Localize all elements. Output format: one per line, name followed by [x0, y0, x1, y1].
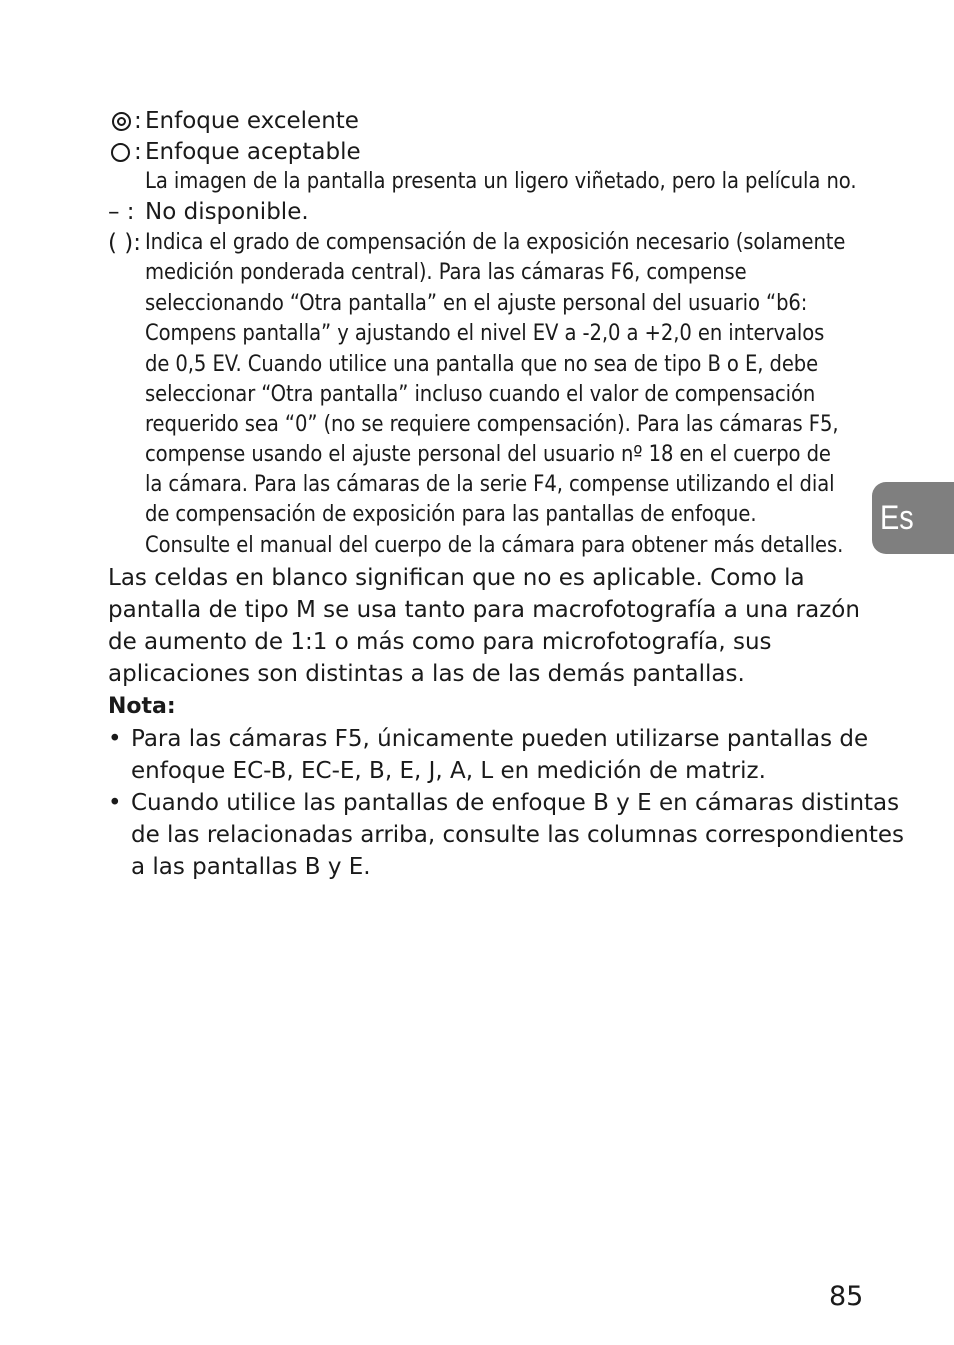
note-item-line: Para las cámaras F5, únicamente pueden utilizarse pantallas de — [131, 726, 869, 752]
legend-parentheses-line: seleccionar “Otra pantalla” incluso cuando el valor de compensación — [145, 382, 816, 407]
legend-parentheses-line: Consulte el manual del cuerpo de la cámara para obtener más detalles. — [145, 533, 844, 558]
legend-parentheses-line: Compens pantalla” y ajustando el nivel EV a -2,0 a +2,0 en intervalos — [145, 321, 825, 346]
circle-icon: : — [108, 137, 144, 167]
paragraph-line: de aumento de 1:1 o más como para microfotografía, sus — [108, 629, 772, 655]
legend-parentheses-line: requerido sea “0” (no se requiere compensación). Para las cámaras F5, — [145, 412, 839, 437]
note-item-line: Cuando utilice las pantallas de enfoque B y E en cámaras distintas — [131, 790, 900, 816]
legend-parentheses-line: compense usando el ajuste personal del usuario nº 18 en el cuerpo de — [145, 442, 831, 467]
note-item-line: de las relacionadas arriba, consulte las columnas correspondientes — [131, 822, 905, 848]
paragraph-line: Las celdas en blanco significan que no es aplicable. Como la — [108, 565, 805, 591]
note-title: Nota: — [108, 694, 176, 719]
dash-symbol: – : — [108, 199, 135, 225]
legend-acceptable-label: Enfoque aceptable — [145, 139, 361, 165]
bullet-icon: • — [108, 726, 122, 752]
page-number: 85 — [829, 1281, 864, 1312]
paragraph-line: aplicaciones son distintas a las de las demás pantallas. — [108, 661, 745, 687]
legend-acceptable-note: La imagen de la pantalla presenta un ligero viñetado, pero la película no. — [145, 169, 857, 194]
bullseye-icon: : — [108, 106, 144, 136]
legend-parentheses-line: de 0,5 EV. Cuando utilice una pantalla que no sea de tipo B o E, debe — [145, 352, 819, 377]
legend-parentheses-line: seleccionando “Otra pantalla” en el ajuste personal del usuario “b6: — [145, 291, 808, 316]
paragraph-line: pantalla de tipo M se usa tanto para macrofotografía a una razón — [108, 597, 860, 623]
legend-parentheses-line: medición ponderada central). Para las cámaras F6, compense — [145, 260, 747, 285]
legend-parentheses-line: la cámara. Para las cámaras de la serie F4, compense utilizando el dial — [145, 472, 835, 497]
note-item-line: a las pantallas B y E. — [131, 854, 371, 880]
bullet-icon: • — [108, 790, 122, 816]
language-tab-label: Es — [880, 499, 914, 537]
parentheses-symbol: ( ): — [108, 230, 142, 256]
legend-unavailable-label: No disponible. — [145, 199, 309, 225]
legend-parentheses-line: Indica el grado de compensación de la exposición necesario (solamente — [145, 230, 846, 255]
legend-parentheses-line: de compensación de exposición para las pantallas de enfoque. — [145, 502, 757, 527]
note-item-line: enfoque EC-B, EC-E, B, E, J, A, L en medición de matriz. — [131, 758, 766, 784]
legend-excellent-label: Enfoque excelente — [145, 108, 359, 134]
